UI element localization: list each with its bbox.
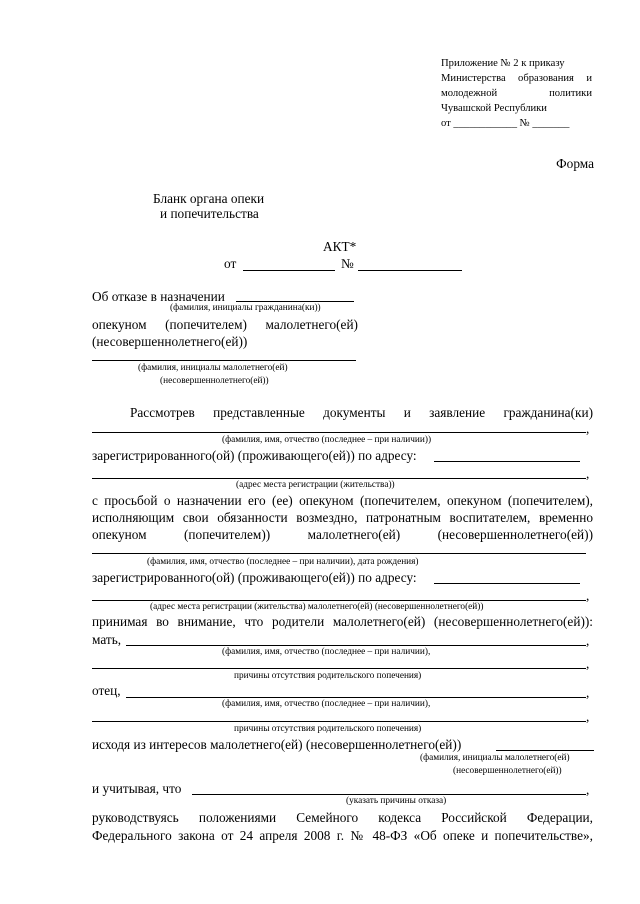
caption-minor-1: (фамилия, инициалы малолетнего(ей) (138, 363, 288, 373)
request-line-3: опекуном (попечителем)) малолетнего(ей) (несовершеннолетнего(ей)) (92, 527, 593, 542)
as-guardian-line-2: (несовершеннолетнего(ей)) (92, 334, 248, 349)
caption-fio-birth: (фамилия, имя, отчество (последнее – при наличии), дата рождения) (147, 557, 419, 567)
caption-father-reason: причины отсутствия родительского попечения) (234, 724, 422, 734)
caption-minor-initials-2: (несовершеннолетнего(ей)) (453, 766, 562, 776)
act-date-field[interactable] (243, 270, 335, 271)
form-label: Форма (556, 156, 594, 171)
refusal-reasons-field[interactable] (192, 794, 586, 795)
act-title: АКТ* (323, 239, 357, 254)
caption-applicant-name: (фамилия, инициалы гражданина(ки)) (170, 303, 321, 313)
minor-initials-field[interactable] (496, 750, 594, 751)
father-fio-field[interactable] (126, 697, 586, 698)
org-line-1: Бланк органа опеки (153, 191, 265, 206)
registered-prefix-2: зарегистрированного(ой) (проживающего(ей)) по адресу: (92, 570, 417, 585)
act-number-prefix: № (341, 256, 354, 271)
appendix-line-3: молодежной политики (441, 88, 592, 99)
appendix-line-1: Приложение № 2 к приказу (441, 58, 565, 69)
minor-fio-birth-field[interactable] (92, 553, 586, 554)
guided-line-1: руководствуясь положениями Семейного кодекса Российской Федерации, (92, 810, 593, 825)
refusal-prefix: Об отказе в назначении (92, 289, 225, 304)
as-guardian-line-1: опекуном (попечителем) малолетнего(ей) (92, 317, 358, 332)
mother-reason-field[interactable] (92, 668, 586, 669)
mother-prefix: мать, (92, 632, 122, 647)
guided-line-2: Федерального закона от 24 апреля 2008 г. № 48-ФЗ «Об опеке и попечительстве», (92, 828, 593, 843)
father-reason-field[interactable] (92, 721, 586, 722)
caption-father-fio: (фамилия, имя, отчество (последнее – при наличии), (222, 699, 431, 709)
caption-fio-1: (фамилия, имя, отчество (последнее – при наличии)) (222, 435, 432, 445)
request-line-1: с просьбой о назначении его (ее) опекуном (попечителем, опекуном (попечителем), (92, 493, 593, 508)
based-on-interests: исходя из интересов малолетнего(ей) (несовершеннолетнего(ей)) (92, 737, 462, 752)
appendix-line-2: Министерства образования и (441, 73, 592, 84)
caption-minor-initials-1: (фамилия, инициалы малолетнего(ей) (420, 753, 570, 763)
and-considering: и учитывая, что (92, 781, 182, 796)
act-date-prefix: от (224, 256, 237, 271)
appendix-line-5: от ____________ № _______ (441, 118, 570, 129)
father-prefix: отец, (92, 683, 121, 698)
caption-minor-2: (несовершеннолетнего(ей)) (160, 376, 269, 386)
caption-address-minor: (адрес места регистрации (жительства) малолетнего(ей) (несовершеннолетнего(ей)) (150, 602, 484, 612)
mother-fio-field[interactable] (126, 645, 586, 646)
registered-prefix-1: зарегистрированного(ой) (проживающего(ей)) по адресу: (92, 448, 417, 463)
minor-address-field-2[interactable] (92, 600, 586, 601)
caption-mother-fio: (фамилия, имя, отчество (последнее – при наличии), (222, 647, 431, 657)
org-line-2: и попечительства (160, 206, 259, 221)
applicant-address-field-1[interactable] (434, 461, 580, 462)
applicant-name-field[interactable] (236, 301, 354, 302)
applicant-fio-field[interactable] (92, 432, 586, 433)
caption-mother-reason: причины отсутствия родительского попечения) (234, 671, 422, 681)
caption-address-1: (адрес места регистрации (жительства)) (236, 480, 395, 490)
considering-line: принимая во внимание, что родители малолетнего(ей) (несовершеннолетнего(ей)): (92, 614, 593, 629)
act-number-field[interactable] (358, 270, 462, 271)
appendix-line-4: Чувашской Республики (441, 103, 547, 114)
request-line-2: исполняющим свои обязанности возмездно, патронатным воспитателем, временно (92, 510, 593, 525)
applicant-address-field-2[interactable] (92, 478, 586, 479)
minor-name-field[interactable] (92, 360, 356, 361)
minor-address-field-1[interactable] (434, 583, 580, 584)
having-considered: Рассмотрев представленные документы и заявление гражданина(ки) (130, 405, 593, 420)
caption-refusal-reasons: (указать причины отказа) (346, 796, 447, 806)
